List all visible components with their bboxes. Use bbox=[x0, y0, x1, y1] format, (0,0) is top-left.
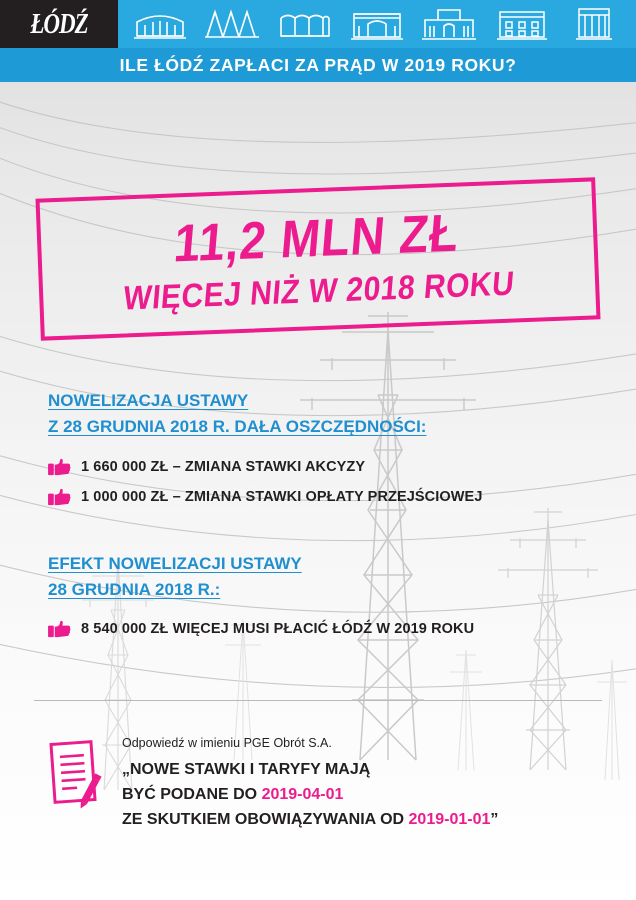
quote-line3-prefix: ZE SKUTKIEM OBOWIĄZYWANIA OD bbox=[122, 810, 409, 828]
list-item bbox=[48, 487, 588, 507]
quote-line3-date: 2019-01-01 bbox=[408, 810, 491, 828]
quote-line2-prefix: BYĆ PODANE DO bbox=[122, 785, 262, 803]
pointing-hand-icon bbox=[48, 619, 71, 639]
pointing-hand-icon bbox=[48, 457, 71, 477]
section-1-heading-line2: Z 28 GRUDNIA 2018 R. DAŁA OSZCZĘDNOŚCI: bbox=[48, 417, 427, 437]
quote-closing-mark: ” bbox=[490, 810, 499, 828]
list-item bbox=[48, 619, 588, 639]
footer-answer-block bbox=[0, 730, 636, 832]
stamp-subtitle: WIĘCEJ NIŻ W 2018 ROKU bbox=[122, 264, 517, 317]
quote-line1: „NOWE STAWKI I TARYFY MAJĄ bbox=[122, 761, 371, 778]
highlight-stamp bbox=[35, 177, 600, 340]
list-item-label: 8 540 000 ZŁ WIĘCEJ MUSI PŁACIĆ ŁÓDŹ W 2019 ROKU bbox=[81, 621, 475, 638]
building-icon-factory bbox=[276, 6, 334, 42]
logo-label: ŁÓDŹ bbox=[30, 7, 88, 39]
quote-line2-date: 2019-04-01 bbox=[261, 785, 344, 803]
section-2-heading bbox=[48, 551, 588, 604]
building-icon-market-hall bbox=[131, 6, 189, 42]
pointing-hand-icon bbox=[48, 487, 71, 507]
quote-text bbox=[122, 758, 498, 832]
section-1-bullets bbox=[48, 457, 588, 507]
section-2-heading-line1: EFEKT NOWELIZACJI USTAWY bbox=[48, 553, 302, 573]
response-source-label: Odpowiedź w imieniu PGE Obrót S.A. bbox=[122, 736, 332, 750]
content-area bbox=[0, 388, 636, 649]
building-icon-gate bbox=[348, 6, 406, 42]
building-icons-strip bbox=[118, 0, 636, 48]
page-title: ILE ŁÓDŹ ZAPŁACI ZA PRĄD W 2019 ROKU? bbox=[119, 54, 517, 75]
lodz-city-logo bbox=[0, 0, 118, 48]
list-item-label: 1 000 000 ZŁ – ZMIANA STAWKI OPŁATY PRZEJŚCIOWEJ bbox=[81, 488, 483, 505]
divider bbox=[34, 700, 602, 701]
section-2-bullets bbox=[48, 619, 588, 639]
list-item-label: 1 660 000 ZŁ – ZMIANA STAWKI AKCYZY bbox=[81, 458, 366, 475]
list-item bbox=[48, 457, 588, 477]
section-1-heading bbox=[48, 388, 588, 441]
header-bar bbox=[0, 0, 636, 48]
building-icon-palace bbox=[420, 6, 478, 42]
document-icon bbox=[48, 738, 104, 812]
building-icon-tenement bbox=[493, 6, 551, 42]
page-title-band bbox=[0, 48, 636, 82]
section-2-heading-line2: 28 GRUDNIA 2018 R.: bbox=[48, 580, 221, 600]
building-icon-tower bbox=[565, 6, 623, 42]
building-icon-bridge bbox=[203, 6, 261, 42]
stamp-amount: 11,2 MLN ZŁ bbox=[172, 201, 463, 273]
section-1-heading-line1: NOWELIZACJA USTAWY bbox=[48, 391, 249, 410]
